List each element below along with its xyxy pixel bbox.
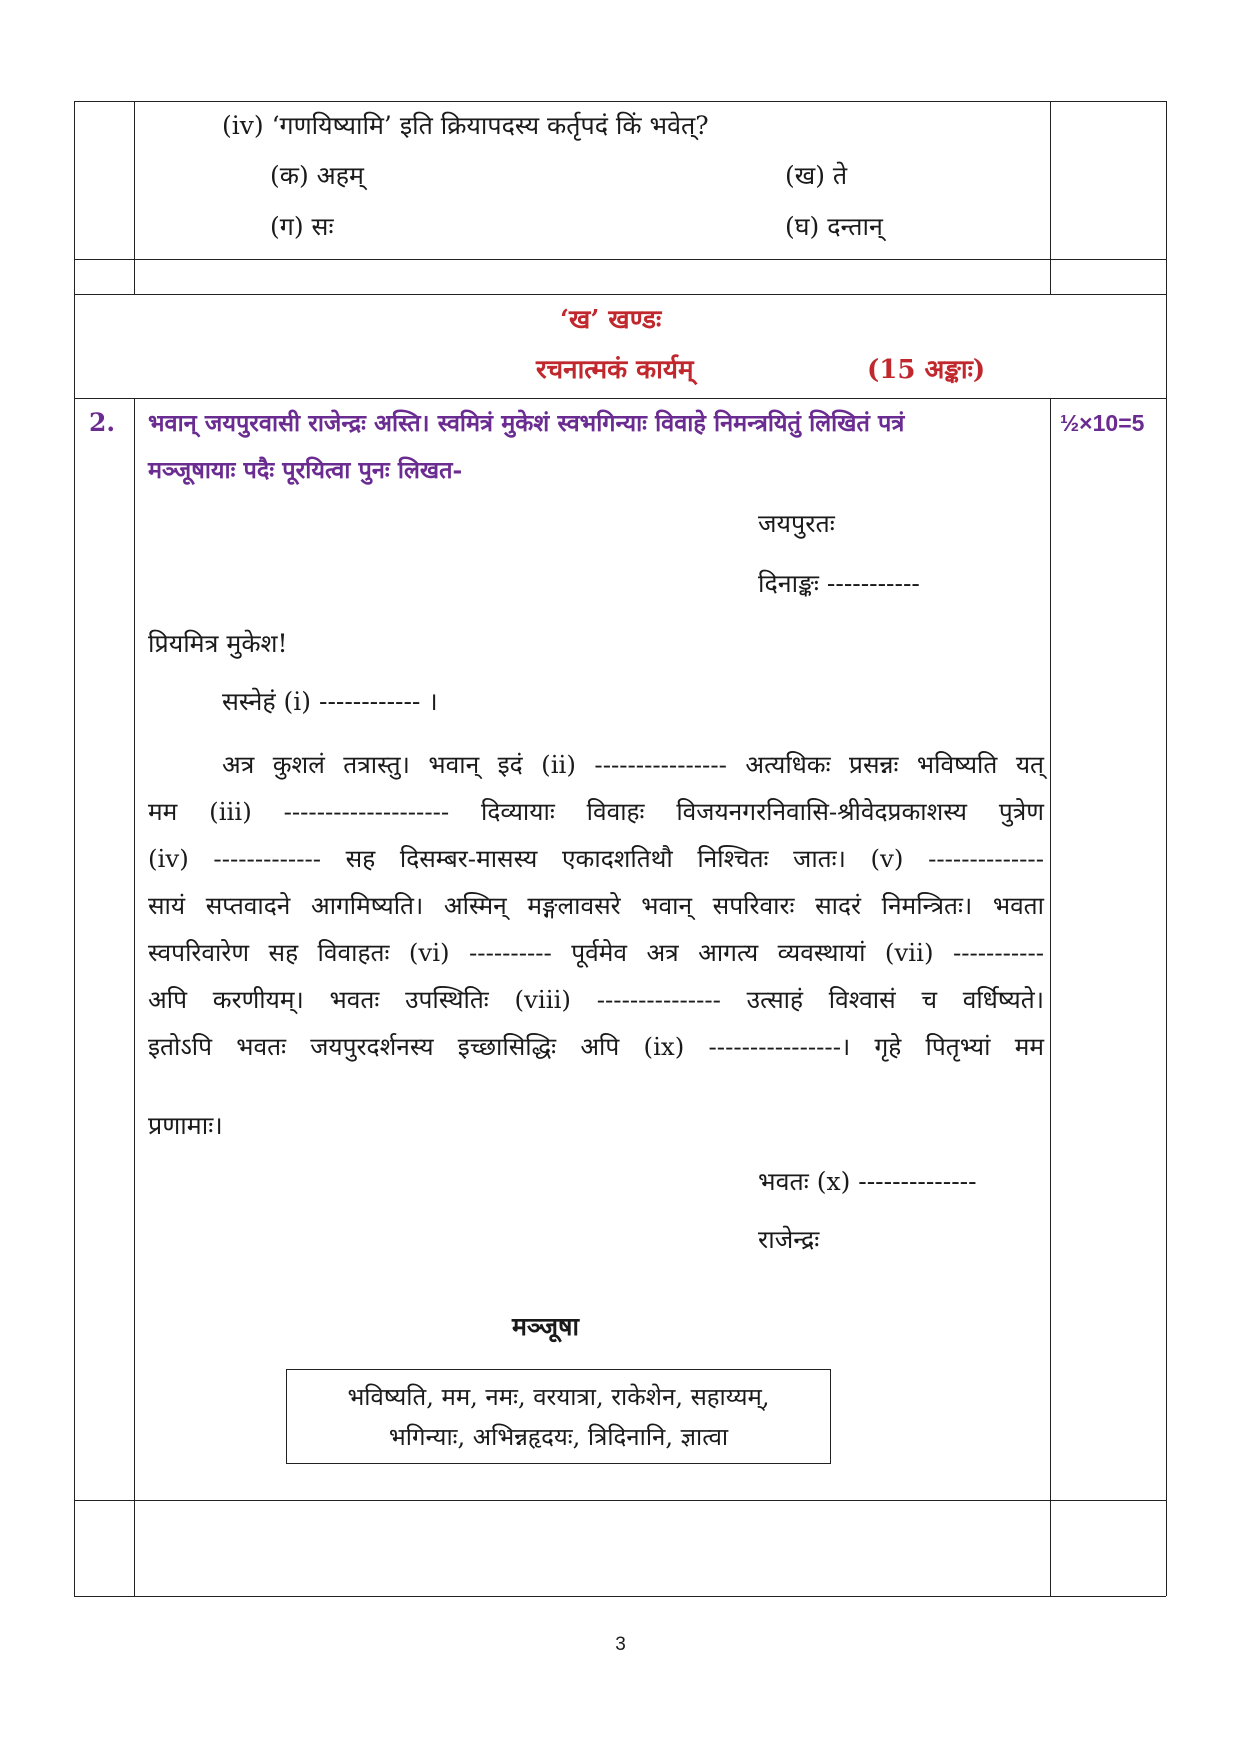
section-subtitle: रचनात्मकं कार्यम् — [536, 355, 694, 385]
row-divider — [74, 398, 1166, 399]
option-text: सः — [311, 212, 334, 241]
question-number: 2. — [89, 408, 116, 437]
row-divider — [74, 294, 1166, 295]
letter-line: (iv) ------------- सह दिसम्बर-मासस्य एकादशतिथौ निश्चितः जातः। (v) -------------- — [148, 844, 1044, 873]
option-ga — [270, 211, 334, 243]
word-box-line-1: भविष्यति, मम, नमः, वरयात्रा, राकेशेन, सहाय्यम्, — [347, 1383, 770, 1411]
letter-line: सायं सप्तवादने आगमिष्यति। अस्मिन् मङ्गलावसरे भवान् सपरिवारः सादरं निमन्त्रितः। भवता — [148, 891, 1044, 920]
column-divider — [134, 101, 135, 294]
instruction-line-2: मञ्जूषायाः पदैः पूरयित्वा पुनः लिखत- — [148, 456, 463, 484]
question-stem: (iv) ‘गणयिष्यामि’ इति क्रियापदस्य कर्तृपदं किं भवेत्? — [222, 111, 709, 140]
question-marks: ½×10=5 — [1060, 410, 1145, 436]
letter-line: मम (iii) -------------------- दिव्यायाः विवाहः विजयनगरनिवासि-श्रीवेदप्रकाशस्य पुत्रेण — [148, 797, 1044, 826]
word-box — [286, 1369, 831, 1464]
page-number: 3 — [615, 1634, 626, 1655]
table-border-right — [1166, 101, 1167, 1596]
column-divider — [1050, 398, 1051, 1596]
letter-line-last: प्रणामाः। — [148, 1111, 223, 1140]
letter-date: दिनाङ्कः ----------- — [758, 569, 920, 598]
option-gha — [785, 211, 883, 243]
letter-closing: भवतः (x) -------------- — [758, 1167, 977, 1196]
letter-signature: राजेन्द्रः — [758, 1225, 820, 1254]
option-text: दन्तान् — [827, 212, 883, 241]
letter-place: जयपुरतः — [758, 509, 835, 538]
column-divider — [1050, 101, 1051, 294]
option-ka — [270, 160, 364, 192]
table-border-top — [74, 101, 1166, 102]
table-border-bottom — [74, 1596, 1166, 1597]
option-text: ते — [832, 161, 848, 190]
option-text: अहम् — [316, 161, 364, 190]
section-marks: (15 अङ्काः) — [867, 355, 986, 385]
word-box-title: मञ्जूषा — [512, 1312, 579, 1341]
letter-line: अपि करणीयम्। भवतः उपस्थितिः (viii) --------------- उत्साहं विश्वासं च वर्धिष्यते। — [148, 985, 1044, 1014]
option-kha — [785, 160, 847, 192]
letter-line: इतोऽपि भवतः जयपुरदर्शनस्य इच्छासिद्धिः अपि (ix) ----------------। गृहे पितृभ्यां मम — [148, 1032, 1044, 1061]
option-key: (क) — [270, 161, 309, 190]
instruction-line-1: भवान् जयपुरवासी राजेन्द्रः अस्ति। स्वमित्रं मुकेशं स्वभगिन्याः विवाहे निमन्त्रयितुं लिखितं पत्रं — [148, 409, 905, 437]
row-divider — [74, 259, 1166, 260]
option-key: (ख) — [785, 161, 825, 190]
table-border-left — [74, 101, 75, 1596]
column-divider — [134, 398, 135, 1596]
letter-line: स्वपरिवारेण सह विवाहतः (vi) ---------- पूर्वमेव अत्र आगत्य व्यवस्थायां (vii) ----------- — [148, 938, 1044, 967]
section-title: ‘ख’ खण्डः — [560, 305, 662, 335]
row-divider — [74, 1500, 1166, 1501]
letter-salutation: प्रियमित्र मुकेश! — [148, 629, 288, 658]
word-box-line-2: भगिन्याः, अभिन्नहृदयः, त्रिदिनानि, ज्ञात्वा — [388, 1423, 729, 1451]
option-key: (घ) — [785, 212, 820, 241]
letter-greeting: सस्नेहं (i) ------------ । — [222, 687, 438, 716]
letter-line: अत्र कुशलं तत्रास्तु। भवान् इदं (ii) ---------------- अत्यधिकः प्रसन्नः भविष्यति यत् — [222, 750, 1044, 779]
option-key: (ग) — [270, 212, 304, 241]
